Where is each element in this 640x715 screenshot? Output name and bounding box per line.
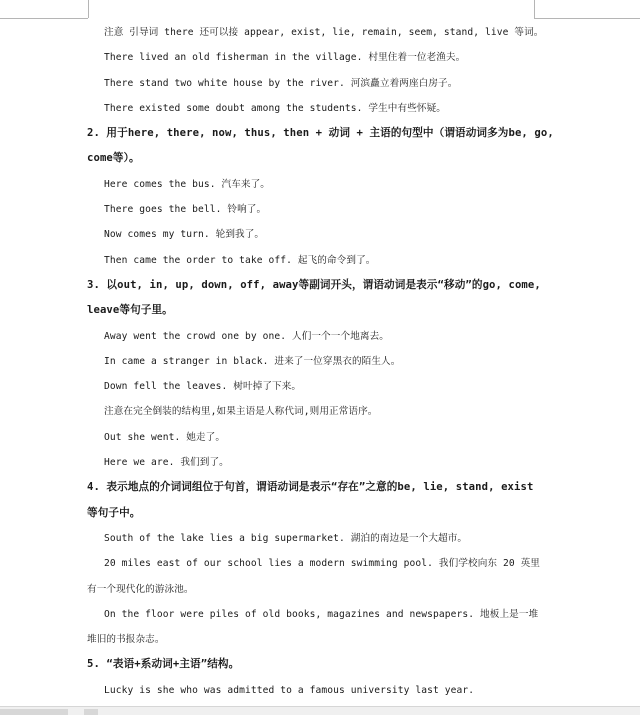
example-sentence: Here we are. 我们到了。	[104, 457, 229, 469]
page-margin-corner-right	[534, 0, 535, 18]
status-bar-button[interactable]	[84, 709, 98, 715]
example-sentence: There goes the bell. 铃响了。	[104, 204, 267, 216]
example-sentence: Away went the crowd one by one. 人们一个一个地离去。	[104, 330, 389, 342]
example-sentence: 20 miles east of our school lies a modern swimming pool. 我们学校向东 20 英里	[104, 558, 540, 570]
section-heading: 4. 表示地点的介词词组位于句首，谓语动词是表示“存在”之意的be, lie, stand, exist	[87, 481, 534, 494]
note-line: 注意 引导词 there 还可以接 appear, exist, lie, remain, seem, stand, live 等词。	[104, 27, 544, 38]
example-sentence: There existed some doubt among the students. 学生中有些怀疑。	[104, 102, 446, 114]
example-sentence: On the floor were piles of old books, magazines and newspapers. 地板上是一堆	[104, 608, 539, 620]
page-margin-corner-left	[88, 0, 89, 18]
section-heading: 2. 用于here, there, now, thus, then + 动词 + 主语的句型中（谓语动词多为be, go,	[87, 127, 554, 140]
section-heading-continued: leave等句子里。	[87, 304, 173, 317]
section-heading-continued: come等）。	[87, 152, 140, 165]
example-sentence-continued: 堆旧的书报杂志。	[87, 634, 165, 646]
example-sentence: Down fell the leaves. 树叶掉了下来。	[104, 381, 302, 393]
example-sentence: Now comes my turn. 轮到我了。	[104, 229, 265, 241]
example-sentence: Here comes the bus. 汽车来了。	[104, 178, 270, 190]
page-margin-top-right	[534, 18, 640, 19]
note-line: 注意在完全倒装的结构里,如果主语是人称代词,则用正常语序。	[104, 406, 378, 418]
document-page	[0, 20, 640, 703]
example-sentence: Out she went. 她走了。	[104, 431, 226, 443]
example-sentence: In came a stranger in black. 进来了一位穿黑衣的陌生人。	[104, 355, 401, 367]
example-sentence: Then came the order to take off. 起飞的命令到了。	[104, 254, 376, 266]
example-sentence: There lived an old fisherman in the village. 村里住着一位老渔夫。	[104, 52, 466, 64]
status-bar-tab[interactable]	[0, 709, 68, 715]
section-heading: 3. 以out, in, up, down, off, away等副词开头，谓语动词是表示“移动”的go, come,	[87, 278, 541, 291]
example-sentence: There stand two white house by the river. 河滨矗立着两座白房子。	[104, 77, 458, 89]
page-margin-top-left	[0, 18, 88, 19]
section-heading: 5. “表语+系动词+主语”结构。	[87, 658, 240, 671]
section-heading-continued: 等句子中。	[87, 506, 141, 519]
example-sentence: South of the lake lies a big supermarket. 湖泊的南边是一个大超市。	[104, 532, 468, 544]
example-sentence-continued: 有一个现代化的游泳池。	[87, 583, 194, 595]
example-sentence: Lucky is she who was admitted to a famous university last year.	[104, 684, 475, 696]
status-bar	[0, 706, 640, 715]
